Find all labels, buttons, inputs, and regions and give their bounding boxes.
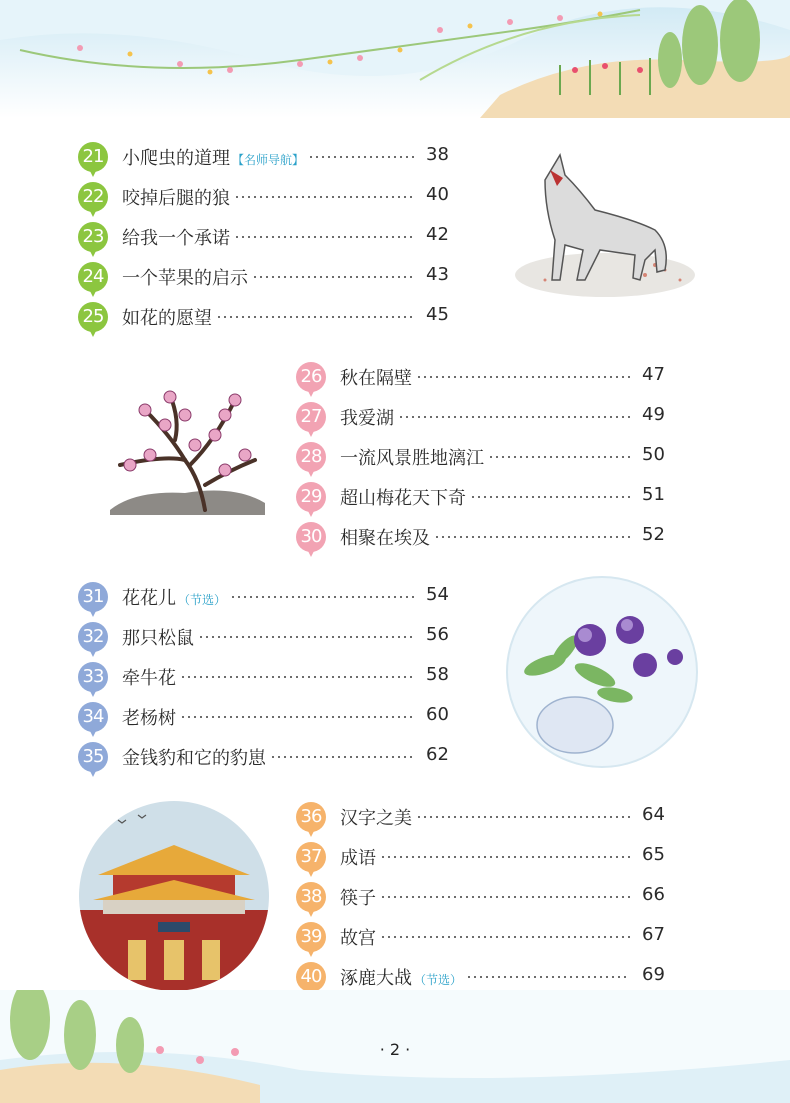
- entry-title-text: 牵牛花: [122, 668, 176, 689]
- entry-page-number: 47: [642, 364, 665, 385]
- entry-title-text: 一流风景胜地漓江: [340, 448, 484, 469]
- toc-entry[interactable]: [78, 740, 454, 780]
- entry-title-text: 如花的愿望: [122, 308, 212, 329]
- toc-entry[interactable]: [296, 800, 668, 840]
- entry-number: 37: [300, 846, 322, 867]
- dot-leader: [180, 714, 414, 720]
- entry-page-number: 65: [642, 844, 665, 865]
- wolf-illustration: [505, 150, 700, 315]
- balloon-number-icon: [78, 662, 108, 692]
- entry-badge: （节选）: [178, 593, 227, 607]
- entry-page-number: 66: [642, 884, 665, 905]
- entry-title-text: 老杨树: [122, 708, 176, 729]
- entry-badge: （节选）: [414, 973, 463, 987]
- entry-page-number: 49: [642, 404, 665, 425]
- entry-title-text: 成语: [340, 848, 376, 869]
- balloon-number-icon: [78, 622, 108, 652]
- entry-page-number: 45: [426, 304, 449, 325]
- entry-page-number: 67: [642, 924, 665, 945]
- balloon-number-icon: [296, 882, 326, 912]
- toc-entry[interactable]: [296, 440, 668, 480]
- dot-leader: [234, 234, 414, 240]
- balloon-number-icon: [78, 702, 108, 732]
- entry-title: [122, 144, 304, 170]
- toc-entry[interactable]: [296, 480, 668, 520]
- toc-entry[interactable]: [78, 700, 454, 740]
- entry-number: 36: [300, 806, 322, 827]
- entry-title-text: 那只松鼠: [122, 628, 194, 649]
- entry-title: [122, 264, 248, 290]
- dot-leader: [270, 754, 414, 760]
- entry-page-number: 52: [642, 524, 665, 545]
- entry-title: [340, 924, 376, 950]
- entry-page-number: 43: [426, 264, 449, 285]
- entry-page-number: 62: [426, 744, 449, 765]
- dot-leader: [470, 494, 630, 500]
- entry-title: [122, 704, 176, 730]
- toc-entry[interactable]: [296, 360, 668, 400]
- entry-title: [340, 884, 376, 910]
- entry-number: 34: [82, 706, 104, 727]
- entry-title: [340, 484, 466, 510]
- entry-title: [122, 744, 266, 770]
- dot-leader: [234, 194, 414, 200]
- dot-leader: [252, 274, 414, 280]
- dot-leader: [380, 934, 630, 940]
- entry-number: 23: [82, 226, 104, 247]
- entry-title-text: 筷子: [340, 888, 376, 909]
- flower-vase-illustration: [505, 575, 700, 770]
- dot-leader: [180, 674, 414, 680]
- entry-title-text: 小爬虫的道理: [122, 148, 230, 169]
- entry-page-number: 50: [642, 444, 665, 465]
- toc-entry[interactable]: [78, 660, 454, 700]
- toc-entry[interactable]: [78, 180, 454, 220]
- balloon-number-icon: [78, 182, 108, 212]
- entry-number: 21: [82, 146, 104, 167]
- balloon-number-icon: [78, 742, 108, 772]
- entry-number: 28: [300, 446, 322, 467]
- entry-title: [340, 524, 430, 550]
- entry-number: 31: [82, 586, 104, 607]
- entry-number: 26: [300, 366, 322, 387]
- toc-entry[interactable]: [296, 880, 668, 920]
- entry-page-number: 64: [642, 804, 665, 825]
- balloon-number-icon: [296, 522, 326, 552]
- toc-entry[interactable]: [78, 300, 454, 340]
- balloon-number-icon: [296, 402, 326, 432]
- entry-title: [340, 804, 412, 830]
- entry-number: 40: [300, 966, 322, 987]
- balloon-number-icon: [296, 442, 326, 472]
- toc-entry[interactable]: [78, 140, 454, 180]
- balloon-number-icon: [296, 482, 326, 512]
- entry-page-number: 69: [642, 964, 665, 985]
- balloon-number-icon: [78, 582, 108, 612]
- toc-entry[interactable]: [78, 620, 454, 660]
- header-banner: [0, 0, 790, 118]
- entry-title: [122, 184, 230, 210]
- entry-page-number: 54: [426, 584, 449, 605]
- entry-number: 24: [82, 266, 104, 287]
- balloon-number-icon: [78, 142, 108, 172]
- balloon-number-icon: [296, 922, 326, 952]
- entry-number: 29: [300, 486, 322, 507]
- entry-title-text: 给我一个承诺: [122, 228, 230, 249]
- plum-blossom-illustration: [105, 385, 270, 517]
- entry-number: 25: [82, 306, 104, 327]
- dot-leader: [230, 594, 414, 600]
- entry-title: [122, 624, 194, 650]
- toc-entry[interactable]: [296, 840, 668, 880]
- entry-title: [340, 364, 412, 390]
- entry-title: [122, 304, 212, 330]
- entry-title-text: 超山梅花天下奇: [340, 488, 466, 509]
- entry-number: 22: [82, 186, 104, 207]
- dot-leader: [380, 894, 630, 900]
- toc-entry[interactable]: [296, 520, 668, 560]
- balloon-number-icon: [296, 842, 326, 872]
- entry-title-text: 金钱豹和它的豹崽: [122, 748, 266, 769]
- entry-page-number: 42: [426, 224, 449, 245]
- entry-title: [340, 964, 462, 990]
- entry-title-text: 咬掉后腿的狼: [122, 188, 230, 209]
- dot-leader: [434, 534, 630, 540]
- balloon-number-icon: [78, 222, 108, 252]
- toc-entry[interactable]: [78, 220, 454, 260]
- entry-title: [122, 224, 230, 250]
- entry-title-text: 汉字之美: [340, 808, 412, 829]
- entry-number: 27: [300, 406, 322, 427]
- dot-leader: [398, 414, 630, 420]
- entry-title-text: 秋在隔壁: [340, 368, 412, 389]
- page-number: · 2 ·: [379, 1040, 411, 1059]
- entry-number: 35: [82, 746, 104, 767]
- entry-title-text: 涿鹿大战: [340, 968, 412, 989]
- balloon-number-icon: [296, 962, 326, 992]
- entry-title: [340, 844, 376, 870]
- toc-entry[interactable]: [78, 260, 454, 300]
- dot-leader: [488, 454, 630, 460]
- entry-page-number: 51: [642, 484, 665, 505]
- entry-title: [122, 584, 226, 610]
- entry-number: 38: [300, 886, 322, 907]
- dot-leader: [416, 374, 630, 380]
- entry-title-text: 我爱湖: [340, 408, 394, 429]
- entry-title-text: 相聚在埃及: [340, 528, 430, 549]
- balloon-number-icon: [78, 262, 108, 292]
- toc-entry[interactable]: [78, 580, 454, 620]
- entry-page-number: 58: [426, 664, 449, 685]
- entry-number: 39: [300, 926, 322, 947]
- entry-page-number: 60: [426, 704, 449, 725]
- entry-title-text: 花花儿: [122, 588, 176, 609]
- dot-leader: [416, 814, 630, 820]
- entry-title: [340, 404, 394, 430]
- entry-number: 30: [300, 526, 322, 547]
- toc-entry[interactable]: [296, 400, 668, 440]
- entry-number: 32: [82, 626, 104, 647]
- dot-leader: [466, 974, 630, 980]
- dot-leader: [198, 634, 414, 640]
- entry-title-text: 故宫: [340, 928, 376, 949]
- dot-leader: [308, 154, 414, 160]
- entry-title: [340, 444, 484, 470]
- balloon-number-icon: [78, 302, 108, 332]
- entry-page-number: 40: [426, 184, 449, 205]
- entry-title-text: 一个苹果的启示: [122, 268, 248, 289]
- balloon-number-icon: [296, 362, 326, 392]
- entry-page-number: 56: [426, 624, 449, 645]
- dot-leader: [216, 314, 414, 320]
- balloon-number-icon: [296, 802, 326, 832]
- toc-entry[interactable]: [296, 920, 668, 960]
- entry-title: [122, 664, 176, 690]
- forbidden-city-illustration: [78, 800, 270, 992]
- dot-leader: [380, 854, 630, 860]
- entry-badge: 【名师导航】: [232, 153, 305, 167]
- entry-page-number: 38: [426, 144, 449, 165]
- entry-number: 33: [82, 666, 104, 687]
